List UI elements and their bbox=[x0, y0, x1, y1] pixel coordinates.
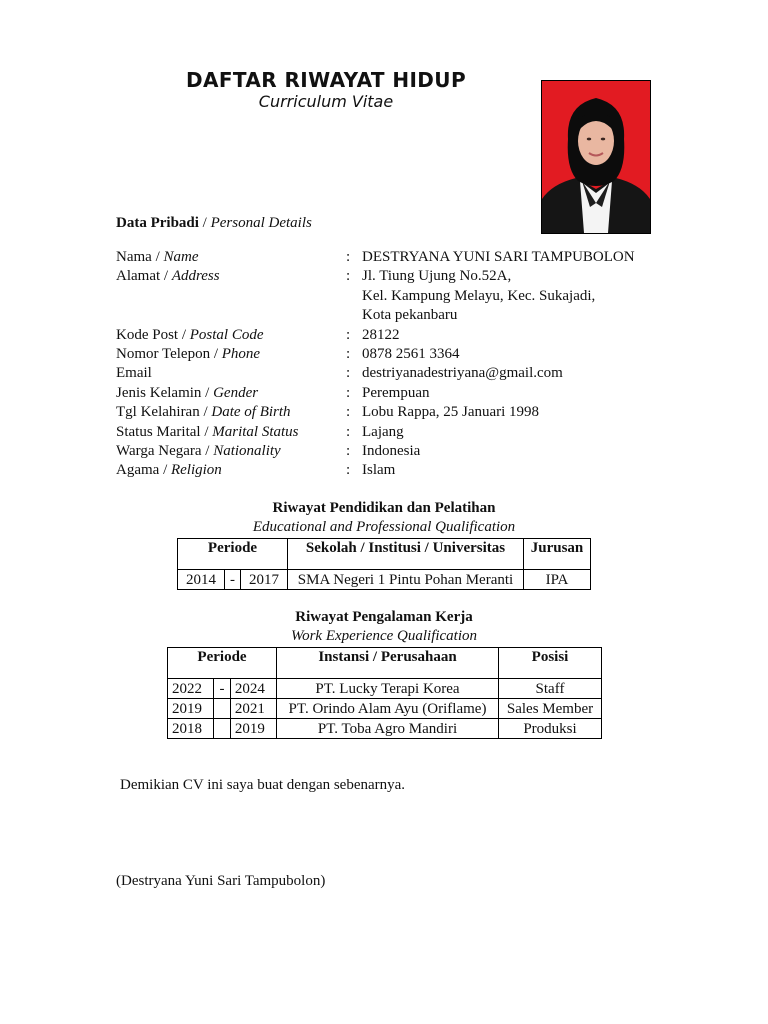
personal-row bbox=[116, 403, 676, 422]
education-end-year: 2017 bbox=[241, 570, 288, 590]
education-table bbox=[177, 538, 591, 590]
personal-label bbox=[116, 345, 346, 364]
personal-row bbox=[116, 345, 676, 364]
work-start-year: 2018 bbox=[168, 719, 214, 739]
personal-label-id: Status Marital / bbox=[116, 423, 213, 440]
work-table bbox=[167, 647, 602, 739]
work-position: Produksi bbox=[499, 719, 602, 739]
portrait-image bbox=[542, 81, 650, 233]
personal-value-line: Jl. Tiung Ujung No.52A, bbox=[362, 268, 512, 285]
work-row bbox=[168, 679, 602, 699]
personal-label bbox=[116, 248, 346, 267]
personal-value-line: 28122 bbox=[362, 326, 400, 343]
work-start-year: 2022 bbox=[168, 679, 214, 699]
personal-label-id: Email bbox=[116, 365, 152, 382]
education-title-text: Riwayat Pendidikan dan Pelatihan bbox=[272, 500, 496, 516]
personal-label-id: Jenis Kelamin / bbox=[116, 384, 214, 401]
work-company: PT. Orindo Alam Ayu (Oriflame) bbox=[277, 699, 499, 719]
personal-heading-bold: Data Pribadi bbox=[116, 215, 199, 231]
personal-label bbox=[116, 461, 346, 480]
personal-value bbox=[362, 461, 676, 480]
personal-label-en: Nationality bbox=[213, 443, 281, 460]
personal-details-list bbox=[116, 248, 676, 481]
personal-colon: : bbox=[346, 384, 351, 401]
personal-row bbox=[116, 267, 676, 325]
document-title: DAFTAR RIWAYAT HIDUP bbox=[185, 68, 467, 92]
personal-colon: : bbox=[346, 365, 351, 382]
personal-colon: : bbox=[346, 423, 351, 440]
signature-name: (Destryana Yuni Sari Tampubolon) bbox=[116, 873, 326, 889]
education-header-institution: Sekolah / Institusi / Universitas bbox=[288, 539, 524, 570]
personal-label bbox=[116, 403, 346, 422]
personal-value bbox=[362, 384, 676, 403]
education-header-major: Jurusan bbox=[524, 539, 591, 570]
work-header-position: Posisi bbox=[499, 648, 602, 679]
personal-colon: : bbox=[346, 268, 351, 285]
personal-details-heading bbox=[116, 215, 312, 232]
personal-colon: : bbox=[346, 326, 351, 343]
work-row bbox=[168, 719, 602, 739]
personal-label-en: Postal Code bbox=[189, 326, 264, 343]
personal-label-id: Warga Negara / bbox=[116, 443, 214, 460]
work-title bbox=[0, 609, 768, 626]
work-position: Staff bbox=[499, 679, 602, 699]
education-row bbox=[178, 570, 591, 590]
personal-row bbox=[116, 326, 676, 345]
personal-colon: : bbox=[346, 443, 351, 460]
personal-value bbox=[362, 423, 676, 442]
work-dash bbox=[214, 719, 231, 739]
personal-value bbox=[362, 326, 676, 345]
personal-label bbox=[116, 326, 346, 345]
personal-label-id: Nomor Telepon / bbox=[116, 346, 222, 363]
work-end-year: 2021 bbox=[230, 699, 276, 719]
personal-value-line: Perempuan bbox=[362, 384, 430, 401]
work-row bbox=[168, 699, 602, 719]
document-subtitle: Curriculum Vitae bbox=[258, 92, 394, 111]
personal-row bbox=[116, 364, 676, 383]
education-title bbox=[0, 500, 768, 517]
personal-colon: : bbox=[346, 346, 351, 363]
personal-row bbox=[116, 423, 676, 442]
personal-label-en: Address bbox=[171, 268, 220, 285]
personal-value bbox=[362, 403, 676, 422]
personal-label-id: Tgl Kelahiran / bbox=[116, 404, 212, 421]
personal-value-line: Lajang bbox=[362, 423, 404, 440]
profile-photo bbox=[541, 80, 651, 234]
education-header-period: Periode bbox=[178, 539, 288, 570]
personal-label-en: Religion bbox=[170, 462, 222, 479]
personal-label-id: Agama / bbox=[116, 462, 171, 479]
work-end-year: 2019 bbox=[230, 719, 276, 739]
personal-colon: : bbox=[346, 404, 351, 421]
personal-label bbox=[116, 267, 346, 325]
personal-value-line: Lobu Rappa, 25 Januari 1998 bbox=[362, 404, 540, 421]
personal-label-en: Gender bbox=[213, 384, 259, 401]
work-title-text: Riwayat Pengalaman Kerja bbox=[295, 609, 473, 625]
work-dash bbox=[214, 699, 231, 719]
work-start-year: 2019 bbox=[168, 699, 214, 719]
personal-label bbox=[116, 384, 346, 403]
personal-label-id: Alamat / bbox=[116, 268, 172, 285]
education-major: IPA bbox=[524, 570, 591, 590]
personal-row bbox=[116, 384, 676, 403]
personal-label-en: Name bbox=[163, 249, 199, 265]
personal-value-line: 0878 2561 3364 bbox=[362, 346, 460, 363]
personal-value-line: DESTRYANA YUNI SARI TAMPUBOLON bbox=[362, 249, 635, 265]
personal-value-line: Islam bbox=[362, 462, 396, 479]
personal-row bbox=[116, 461, 676, 480]
personal-value-line: destriyanadestriyana@gmail.com bbox=[362, 365, 563, 382]
personal-label bbox=[116, 442, 346, 461]
personal-row bbox=[116, 248, 676, 267]
personal-heading-separator: / bbox=[202, 215, 207, 231]
personal-value bbox=[362, 442, 676, 461]
personal-heading-italic: Personal Details bbox=[210, 215, 312, 231]
personal-value-line: Kota pekanbaru bbox=[362, 307, 458, 324]
work-company: PT. Lucky Terapi Korea bbox=[277, 679, 499, 699]
personal-label-en: Date of Birth bbox=[211, 404, 291, 421]
closing-statement: Demikian CV ini saya buat dengan sebenarnya. bbox=[120, 777, 406, 793]
personal-label bbox=[116, 364, 346, 383]
personal-value-line: Indonesia bbox=[362, 443, 421, 460]
work-company: PT. Toba Agro Mandiri bbox=[277, 719, 499, 739]
education-subtitle: Educational and Professional Qualification bbox=[252, 519, 516, 535]
education-start-year: 2014 bbox=[178, 570, 225, 590]
work-header-row bbox=[168, 648, 602, 679]
work-dash: - bbox=[214, 679, 231, 699]
personal-value-line: Kel. Kampung Melayu, Kec. Sukajadi, bbox=[362, 287, 596, 304]
education-dash: - bbox=[224, 570, 240, 590]
education-institution: SMA Negeri 1 Pintu Pohan Meranti bbox=[288, 570, 524, 590]
work-subtitle: Work Experience Qualification bbox=[290, 628, 478, 644]
personal-colon: : bbox=[346, 462, 351, 479]
personal-label-id: Kode Post / bbox=[116, 326, 190, 343]
personal-label bbox=[116, 423, 346, 442]
personal-value bbox=[362, 364, 676, 383]
personal-label-id: Nama / bbox=[116, 249, 164, 265]
work-position: Sales Member bbox=[499, 699, 602, 719]
personal-label-en: Marital Status bbox=[212, 423, 299, 440]
education-header-row bbox=[178, 539, 591, 570]
personal-row bbox=[116, 442, 676, 461]
work-end-year: 2024 bbox=[230, 679, 276, 699]
work-header-period: Periode bbox=[168, 648, 277, 679]
personal-value bbox=[362, 248, 676, 267]
personal-value bbox=[362, 267, 676, 325]
personal-label-en: Phone bbox=[221, 346, 261, 363]
work-header-company: Instansi / Perusahaan bbox=[277, 648, 499, 679]
personal-colon: : bbox=[346, 249, 351, 265]
personal-value bbox=[362, 345, 676, 364]
